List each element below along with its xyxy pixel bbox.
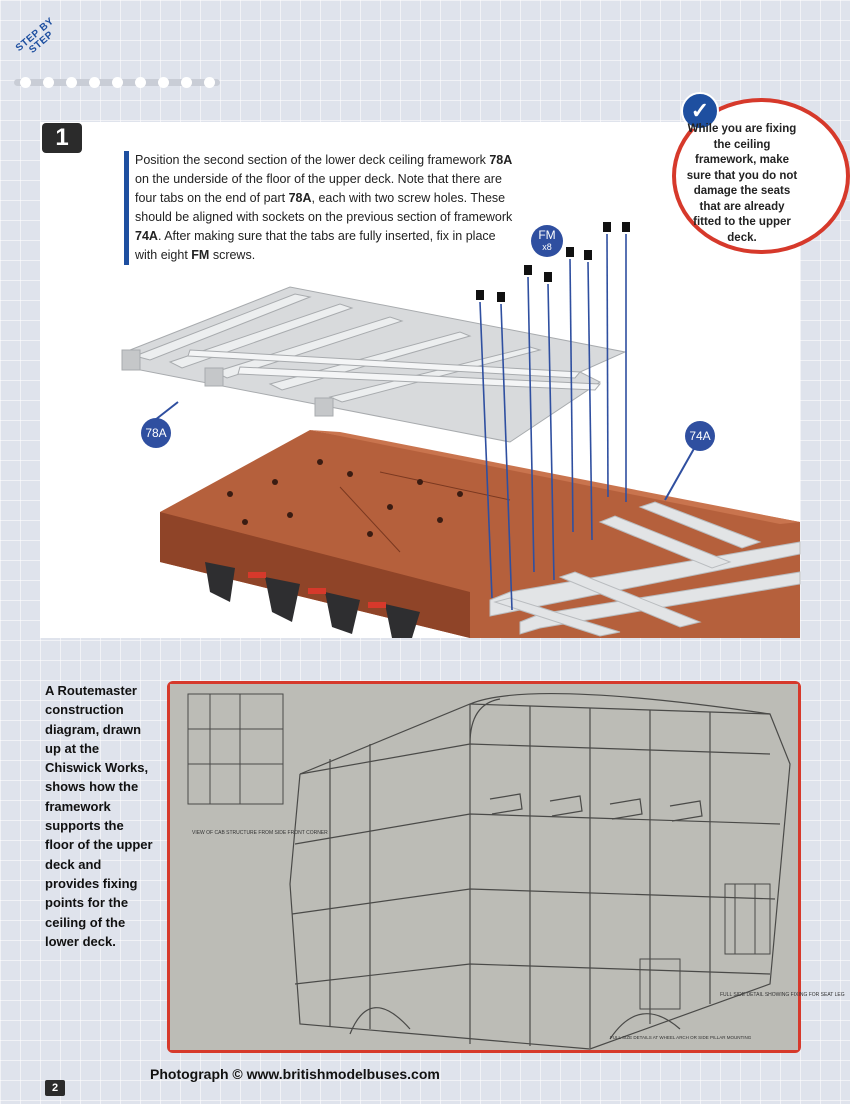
step-number: 1 <box>42 123 82 153</box>
photo-caption: A Routemaster construction diagram, drawn up at the Chiswick Works, shows how the framework supports the floor of the upper deck and provides fixing points for the ceiling of the lower deck. <box>45 683 153 949</box>
screw-quantity: x8 <box>542 242 552 252</box>
photo-credit: Photograph © www.britishmodelbuses.com <box>150 1066 440 1082</box>
tip-text: While you are fixing the ceiling framework, make sure that you do not damage the seats that are already fitted to the upper deck. <box>686 123 798 244</box>
label-78a: 78A <box>141 418 171 448</box>
diagram-note-left: VIEW OF CAB STRUCTURE FROM SIDE FRONT CORNER <box>192 830 328 836</box>
checkmark-icon: ✓ <box>681 92 719 130</box>
progress-dots <box>14 76 220 88</box>
upper-deck-floor <box>160 430 800 638</box>
screw-badge <box>531 225 563 257</box>
section-tag: STEP BY STEP <box>13 15 57 56</box>
label-74a: 74A <box>685 421 715 451</box>
diagram-note-right: FULL SIDE DETAIL SHOWING FIXING FOR SEAT LEG <box>720 992 845 998</box>
page-number: 2 <box>45 1080 65 1096</box>
construction-diagram <box>170 684 845 1050</box>
routemaster-diagram-photo <box>167 681 845 1053</box>
screw-code: FM <box>538 228 556 242</box>
step-instruction: Position the second section of the lower deck ceiling framework 78A on the underside of the floor of the upper deck. Note that there are four tabs on the end of part 78A, each with two screw holes. These should be aligned with sockets on the previous section of framework 74A. After making sure that the tabs are fully inserted, fix in place with eight FM screws. <box>124 151 515 265</box>
diagram-note-bottom: FULL SIZE DETAILS AT WHEEL ARCH OR SIDE PILLAR MOUNTING <box>610 1035 752 1040</box>
